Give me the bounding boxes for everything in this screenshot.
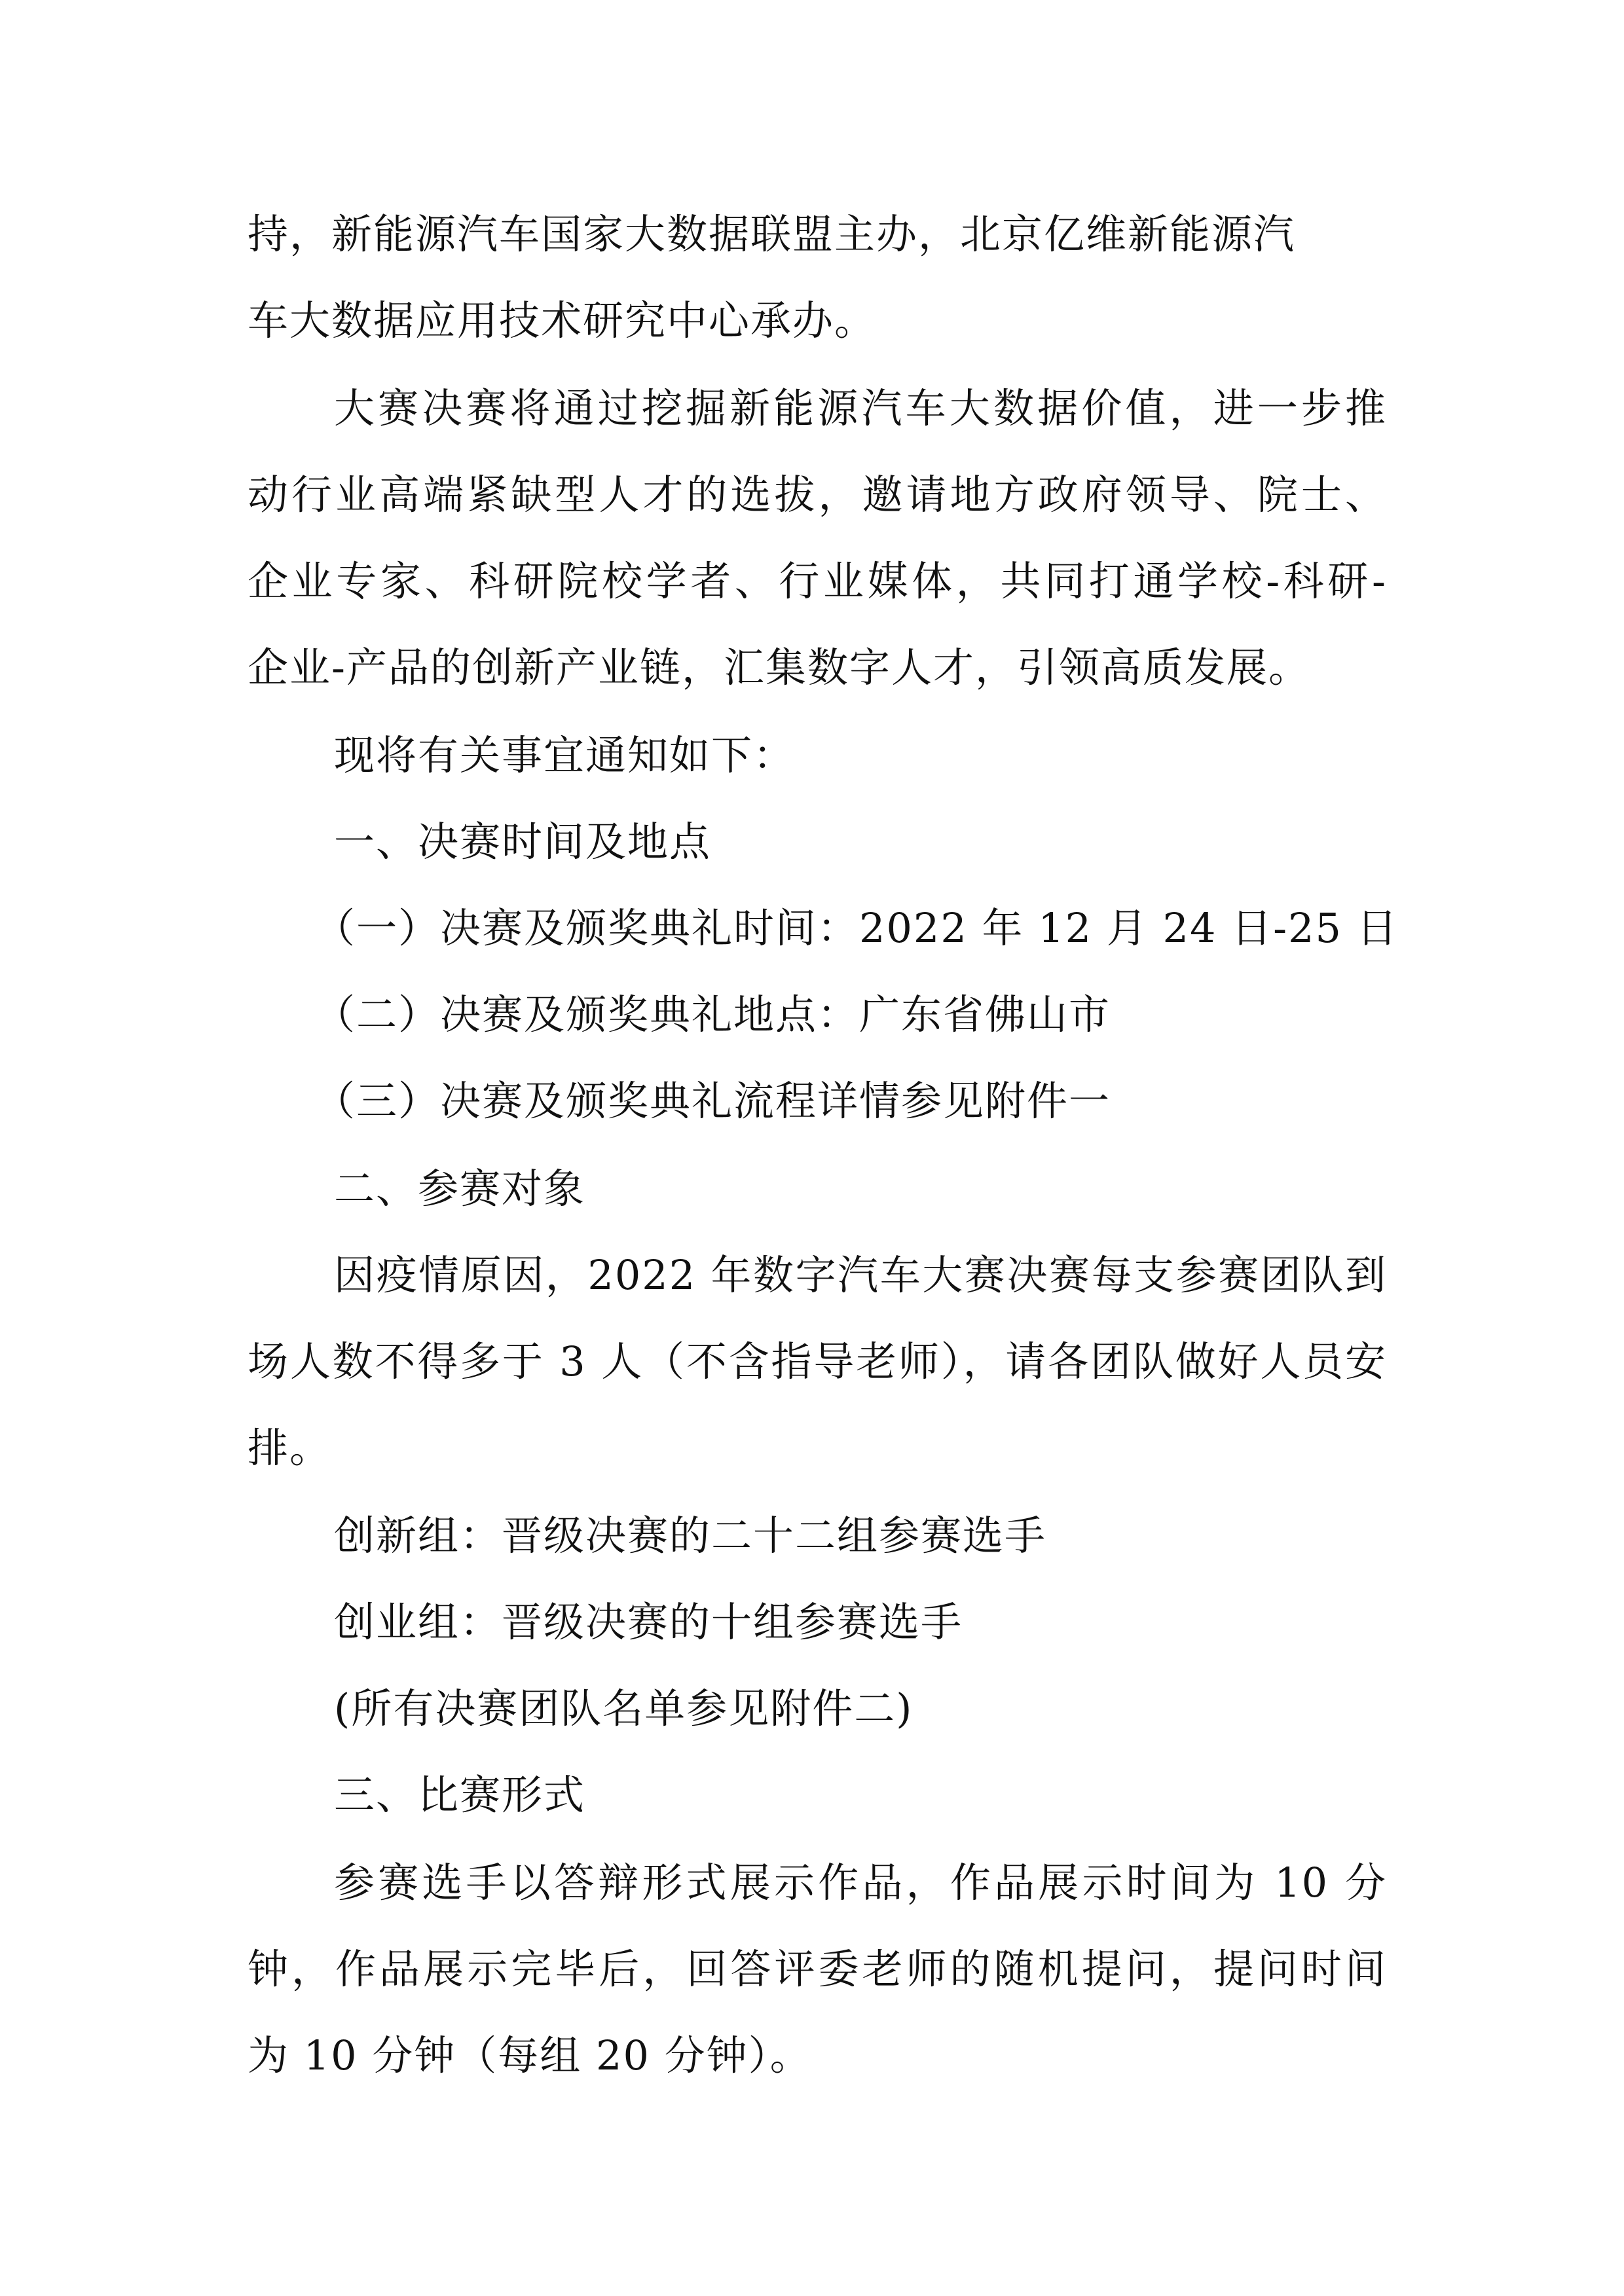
paragraph-line: 车大数据应用技术研究中心承办。	[248, 297, 877, 344]
paragraph-line: 动行业高端紧缺型人才的选拔，邀请地方政府领导、院士、	[248, 471, 1387, 519]
paragraph-line: (所有决赛团队名单参见附件二)	[334, 1685, 913, 1732]
paragraph-line: 创新组：晋级决赛的二十二组参赛选手	[334, 1512, 1047, 1559]
list-item: （一）决赛及颁奖典礼时间：2022 年 12 月 24 日-25 日	[314, 904, 1399, 952]
section-heading: 一、决赛时间及地点	[334, 818, 712, 866]
paragraph-line: 排。	[248, 1424, 332, 1472]
section-heading: 二、参赛对象	[334, 1165, 586, 1212]
list-item: （三）决赛及颁奖典礼流程详情参见附件一	[314, 1077, 1111, 1125]
paragraph-line: 大赛决赛将通过挖掘新能源汽车大数据价值，进一步推	[334, 384, 1387, 432]
paragraph-line: 持，新能源汽车国家大数据联盟主办，北京亿维新能源汽	[248, 210, 1296, 258]
paragraph-line: 参赛选手以答辩形式展示作品，作品展示时间为 10 分	[334, 1859, 1387, 1906]
paragraph-line: 企业-产品的创新产业链，汇集数字人才，引领高质发展。	[248, 644, 1310, 691]
paragraph-line: 现将有关事宜通知如下：	[334, 731, 796, 779]
section-heading: 三、比赛形式	[334, 1771, 586, 1819]
list-item: （二）决赛及颁奖典礼地点：广东省佛山市	[314, 991, 1111, 1038]
paragraph-line: 企业专家、科研院校学者、行业媒体，共同打通学校-科研-	[248, 557, 1387, 605]
paragraph-line: 因疫情原因，2022 年数字汽车大赛决赛每支参赛团队到	[334, 1251, 1387, 1299]
paragraph-line: 钟，作品展示完毕后，回答评委老师的随机提问，提问时间	[248, 1945, 1387, 1993]
paragraph-line: 为 10 分钟（每组 20 分钟）。	[248, 2032, 812, 2079]
paragraph-line: 场人数不得多于 3 人（不含指导老师），请各团队做好人员安	[248, 1338, 1387, 1385]
paragraph-line: 创业组：晋级决赛的十组参赛选手	[334, 1598, 963, 1646]
